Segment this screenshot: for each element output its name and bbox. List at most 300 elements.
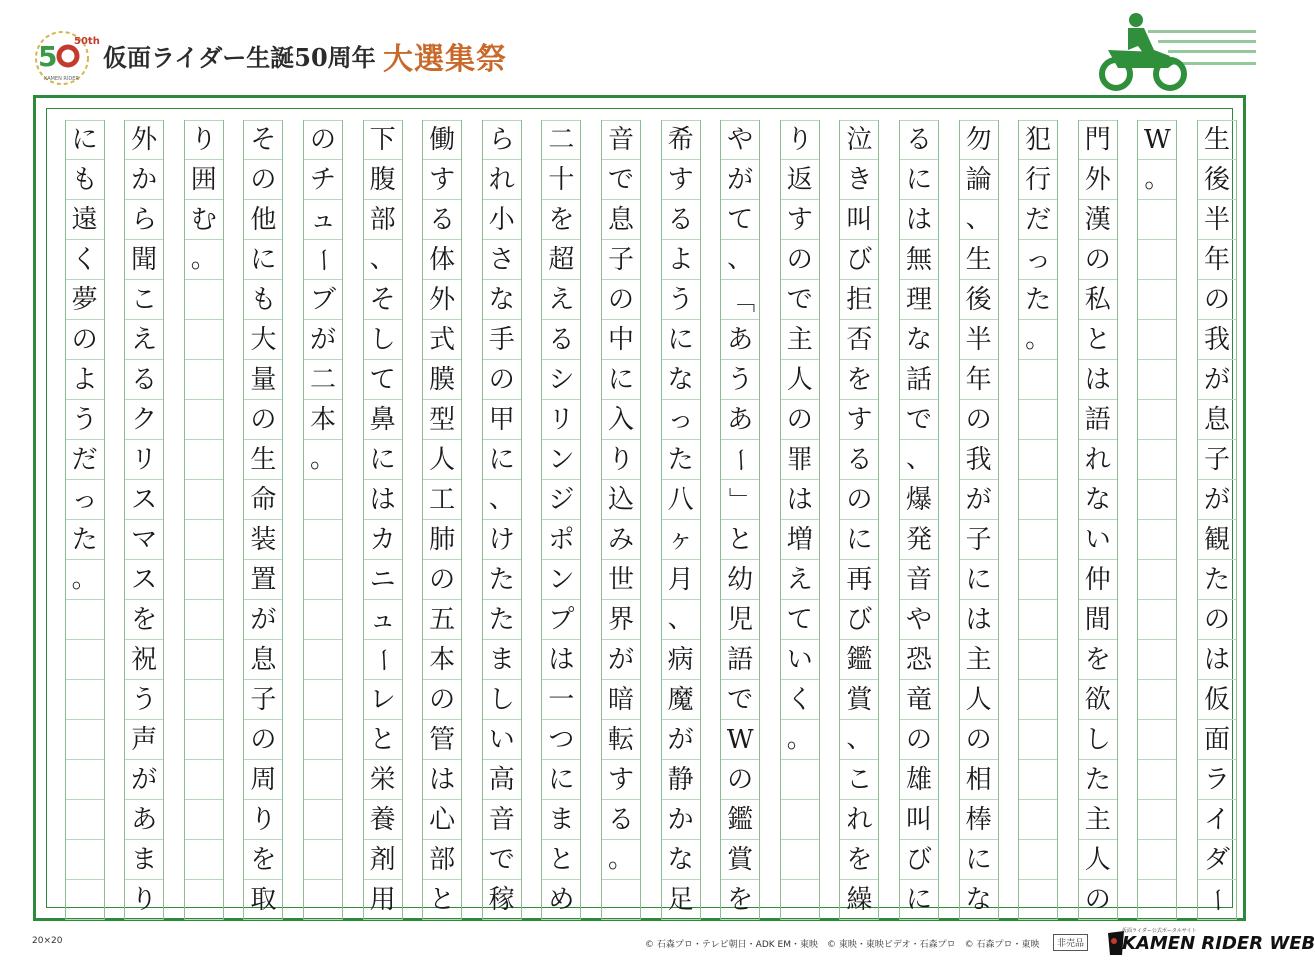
manuscript-column (1137, 120, 1177, 920)
manuscript-cell: 音 (483, 800, 521, 840)
manuscript-cell: も (66, 160, 104, 200)
manuscript-cell: 剤 (364, 840, 402, 880)
manuscript-cell: ニ (364, 560, 402, 600)
manuscript-cell: 手 (483, 320, 521, 360)
manuscript-cell: 装 (244, 520, 282, 560)
manuscript-cell: の (781, 240, 819, 280)
manuscript-cell (1138, 800, 1176, 840)
manuscript-cell (304, 880, 342, 920)
kamen-rider-web-logo (1106, 927, 1315, 957)
manuscript-cell: 音 (602, 120, 640, 160)
manuscript-cell: 。 (781, 720, 819, 760)
manuscript-cell: 罪 (781, 440, 819, 480)
manuscript-cell: 恐 (900, 640, 938, 680)
manuscript-column (541, 120, 581, 920)
manuscript-cell: も (244, 280, 282, 320)
manuscript-cell: が (244, 600, 282, 640)
manuscript-cell: 、 (721, 240, 759, 280)
manuscript-cell: 栄 (364, 760, 402, 800)
manuscript-cell: 小 (483, 200, 521, 240)
manuscript-cell: プ (542, 600, 580, 640)
manuscript-cell: 命 (244, 480, 282, 520)
manuscript-cell: の (960, 720, 998, 760)
manuscript-cell: 聞 (125, 240, 163, 280)
manuscript-cell: れ (1079, 440, 1117, 480)
manuscript-cell: チ (304, 160, 342, 200)
manuscript-cell (1138, 720, 1176, 760)
manuscript-cell: 声 (125, 720, 163, 760)
manuscript-cell (1019, 800, 1057, 840)
manuscript-cell: あ (721, 320, 759, 360)
manuscript-cell: と (1079, 320, 1117, 360)
manuscript-cell: る (423, 200, 461, 240)
manuscript-cell (781, 800, 819, 840)
manuscript-cell: ダ (1198, 840, 1236, 880)
manuscript-cell: 私 (1079, 280, 1117, 320)
manuscript-cell (66, 840, 104, 880)
manuscript-cell: 大 (244, 320, 282, 360)
manuscript-cell (1138, 520, 1176, 560)
manuscript-cell: 量 (244, 360, 282, 400)
manuscript-column (184, 120, 224, 920)
manuscript-cell: 欲 (1079, 680, 1117, 720)
manuscript-cell: み (602, 520, 640, 560)
manuscript-cell: は (900, 200, 938, 240)
grid-size-label: 20×20 (32, 936, 63, 946)
manuscript-cell: 人 (423, 440, 461, 480)
manuscript-cell: レ (364, 680, 402, 720)
manuscript-cell: れ (840, 800, 878, 840)
manuscript-cell: 泣 (840, 120, 878, 160)
manuscript-cell: 囲 (185, 160, 223, 200)
manuscript-cell: し (364, 320, 402, 360)
manuscript-cell (1138, 240, 1176, 280)
manuscript-cell: り (602, 440, 640, 480)
manuscript-cell (304, 520, 342, 560)
manuscript-cell: 部 (423, 840, 461, 880)
manuscript-cell: 部 (364, 200, 402, 240)
manuscript-cell: よ (662, 240, 700, 280)
manuscript-cell: 叫 (900, 800, 938, 840)
manuscript-cell: る (900, 120, 938, 160)
manuscript-cell: 働 (423, 120, 461, 160)
brand-caption: 仮面ライダー公式ポータルサイト (1122, 928, 1197, 934)
manuscript-cell: を (721, 880, 759, 920)
manuscript-cell: 爆 (900, 480, 938, 520)
manuscript-cell: の (304, 120, 342, 160)
manuscript-cell: か (662, 800, 700, 840)
manuscript-cell: の (1079, 240, 1117, 280)
manuscript-cell: す (662, 160, 700, 200)
manuscript-cell: 鑑 (721, 800, 759, 840)
manuscript-cell: た (1079, 760, 1117, 800)
manuscript-cell: 中 (602, 320, 640, 360)
manuscript-cell: 返 (781, 160, 819, 200)
manuscript-cell: ー (304, 240, 342, 280)
manuscript-cell (1138, 480, 1176, 520)
manuscript-cell: と (542, 840, 580, 880)
manuscript-cell: 生 (1198, 120, 1236, 160)
manuscript-cell: 腹 (364, 160, 402, 200)
manuscript-cell: の (423, 680, 461, 720)
manuscript-cell: 理 (900, 280, 938, 320)
manuscript-cell: は (364, 480, 402, 520)
manuscript-cell: 面 (1198, 720, 1236, 760)
manuscript-cell: え (542, 280, 580, 320)
manuscript-cell: 我 (960, 440, 998, 480)
page-subtitle: 大選集祭 (383, 42, 507, 77)
manuscript-cell (185, 720, 223, 760)
manuscript-cell: ュ (304, 200, 342, 240)
manuscript-cell: が (602, 640, 640, 680)
manuscript-cell: び (840, 600, 878, 640)
manuscript-cell: 魔 (662, 680, 700, 720)
manuscript-cell (185, 320, 223, 360)
manuscript-cell: 八 (662, 480, 700, 520)
manuscript-column (422, 120, 462, 920)
manuscript-cell (185, 760, 223, 800)
manuscript-cell (781, 760, 819, 800)
manuscript-cell: ま (542, 800, 580, 840)
manuscript-column (839, 120, 879, 920)
manuscript-cell: 。 (66, 560, 104, 600)
manuscript-cell: 勿 (960, 120, 998, 160)
manuscript-cell: し (483, 680, 521, 720)
manuscript-cell: 観 (1198, 520, 1236, 560)
manuscript-column (65, 120, 105, 920)
manuscript-cell: 人 (960, 680, 998, 720)
manuscript-cell (1138, 840, 1176, 880)
manuscript-cell: て (781, 600, 819, 640)
manuscript-cell: 養 (364, 800, 402, 840)
manuscript-cell (1138, 880, 1176, 920)
manuscript-cell: 用 (364, 880, 402, 920)
manuscript-cell: る (840, 440, 878, 480)
manuscript-cell: 。 (1019, 320, 1057, 360)
manuscript-cell (304, 640, 342, 680)
manuscript-cell (66, 600, 104, 640)
manuscript-column (959, 120, 999, 920)
manuscript-cell (1138, 320, 1176, 360)
manuscript-cell: っ (66, 480, 104, 520)
manuscript-cell: 鑑 (840, 640, 878, 680)
manuscript-cell: 周 (244, 760, 282, 800)
manuscript-cell (185, 840, 223, 880)
manuscript-cell: う (721, 360, 759, 400)
manuscript-cell: が (721, 160, 759, 200)
manuscript-cell: 稼 (483, 880, 521, 920)
motorcycle-rider-icon (1098, 10, 1258, 96)
manuscript-cell (185, 600, 223, 640)
manuscript-cell: 超 (542, 240, 580, 280)
manuscript-cell: を (840, 840, 878, 880)
manuscript-cell: ら (125, 200, 163, 240)
manuscript-cell: ブ (304, 280, 342, 320)
manuscript-cell (304, 840, 342, 880)
manuscript-cell: で (483, 840, 521, 880)
manuscript-cell: に (244, 240, 282, 280)
manuscript-cell (1019, 760, 1057, 800)
manuscript-cell: 仮 (1198, 680, 1236, 720)
manuscript-cell (66, 880, 104, 920)
manuscript-cell: を (244, 840, 282, 880)
manuscript-cell (185, 480, 223, 520)
manuscript-cell: シ (542, 360, 580, 400)
manuscript-cell: 相 (960, 760, 998, 800)
manuscript-cell (1019, 440, 1057, 480)
manuscript-cell: に (602, 360, 640, 400)
manuscript-cell (304, 480, 342, 520)
manuscript-cell: 病 (662, 640, 700, 680)
manuscript-cell: く (781, 680, 819, 720)
manuscript-cell: 外 (423, 280, 461, 320)
manuscript-cell (304, 800, 342, 840)
manuscript-cell: そ (364, 280, 402, 320)
manuscript-cell: 月 (662, 560, 700, 600)
manuscript-cell: う (662, 280, 700, 320)
manuscript-cell: の (66, 320, 104, 360)
manuscript-cell: ま (125, 840, 163, 880)
manuscript-cell: 賞 (721, 840, 759, 880)
manuscript-cell: 他 (244, 200, 282, 240)
manuscript-cell: に (364, 440, 402, 480)
manuscript-cell: り (781, 120, 819, 160)
manuscript-cell: だ (1019, 200, 1057, 240)
manuscript-cell: を (542, 200, 580, 240)
manuscript-cell: が (1198, 360, 1236, 400)
manuscript-cell: 体 (423, 240, 461, 280)
manuscript-cell (66, 720, 104, 760)
manuscript-cell: を (1079, 640, 1117, 680)
manuscript-cell: す (602, 760, 640, 800)
manuscript-cell: 竜 (900, 680, 938, 720)
manuscript-column (601, 120, 641, 920)
manuscript-cell: ジ (542, 480, 580, 520)
manuscript-cell: の (602, 280, 640, 320)
manuscript-cell: 、 (900, 440, 938, 480)
manuscript-cell: 」 (721, 480, 759, 520)
manuscript-cell (185, 680, 223, 720)
manuscript-cell: た (483, 600, 521, 640)
manuscript-cell: 子 (960, 520, 998, 560)
manuscript-cell: ー (1198, 880, 1236, 920)
manuscript-cell (66, 680, 104, 720)
manuscript-cell: 甲 (483, 400, 521, 440)
manuscript-cell (1138, 640, 1176, 680)
manuscript-cell: 本 (304, 400, 342, 440)
manuscript-cell: に (960, 840, 998, 880)
manuscript-cell: ス (125, 480, 163, 520)
manuscript-cell: な (662, 360, 700, 400)
manuscript-cell: 仲 (1079, 560, 1117, 600)
manuscript-cell: り (185, 120, 223, 160)
manuscript-cell: ヶ (662, 520, 700, 560)
manuscript-cell: 膜 (423, 360, 461, 400)
manuscript-cell: ま (483, 640, 521, 680)
manuscript-cell: ら (483, 120, 521, 160)
manuscript-cell: ー (721, 440, 759, 480)
manuscript-cell (1019, 640, 1057, 680)
manuscript-cell (781, 840, 819, 880)
manuscript-cell (185, 800, 223, 840)
manuscript-cell: は (1079, 360, 1117, 400)
manuscript-cell: 。 (185, 240, 223, 280)
manuscript-cell: す (423, 160, 461, 200)
manuscript-cell: の (244, 160, 282, 200)
manuscript-cell: う (66, 400, 104, 440)
manuscript-cell: る (602, 800, 640, 840)
manuscript-cell: 語 (1079, 400, 1117, 440)
manuscript-cell (1019, 480, 1057, 520)
manuscript-cell: い (1079, 520, 1117, 560)
manuscript-cell (304, 560, 342, 600)
manuscript-cell: が (1198, 480, 1236, 520)
manuscript-cell: を (125, 600, 163, 640)
manuscript-cell: め (542, 880, 580, 920)
manuscript-cell: 拒 (840, 280, 878, 320)
manuscript-cell: は (781, 480, 819, 520)
manuscript-cell (185, 640, 223, 680)
manuscript-cell: こ (840, 760, 878, 800)
manuscript-cell (185, 560, 223, 600)
manuscript-cell: 生 (244, 440, 282, 480)
manuscript-cell: が (125, 760, 163, 800)
manuscript-cell: で (900, 400, 938, 440)
manuscript-cell: く (66, 240, 104, 280)
page-header (0, 0, 1280, 92)
manuscript-cell (304, 680, 342, 720)
manuscript-cell: 。 (1138, 160, 1176, 200)
manuscript-cell: に (483, 440, 521, 480)
manuscript-cell: 人 (1079, 840, 1117, 880)
manuscript-cell: か (125, 160, 163, 200)
manuscript-cell: に (960, 560, 998, 600)
manuscript-cell: 語 (721, 640, 759, 680)
manuscript-cell (304, 600, 342, 640)
manuscript-cell: 置 (244, 560, 282, 600)
manuscript-frame (33, 95, 1246, 921)
manuscript-cell: 入 (602, 400, 640, 440)
manuscript-cell: 管 (423, 720, 461, 760)
manuscript-column (1018, 120, 1058, 920)
manuscript-cell (1138, 680, 1176, 720)
manuscript-cell: 二 (304, 360, 342, 400)
svg-text:5: 5 (38, 40, 58, 73)
manuscript-cell: 外 (125, 120, 163, 160)
manuscript-cell: に (66, 120, 104, 160)
manuscript-column (780, 120, 820, 920)
manuscript-cell: な (900, 320, 938, 360)
manuscript-cell: 息 (1198, 400, 1236, 440)
manuscript-cell: 子 (602, 240, 640, 280)
manuscript-cell: 発 (900, 520, 938, 560)
manuscript-cell: し (1079, 720, 1117, 760)
manuscript-cell: 幼 (721, 560, 759, 600)
manuscript-cell: む (185, 200, 223, 240)
manuscript-cell: で (781, 280, 819, 320)
manuscript-cell: を (840, 360, 878, 400)
manuscript-column (1078, 120, 1118, 920)
manuscript-cell (1138, 280, 1176, 320)
manuscript-cell: 間 (1079, 600, 1117, 640)
manuscript-cell (1138, 760, 1176, 800)
manuscript-cell: 賞 (840, 680, 878, 720)
manuscript-cell: ク (125, 400, 163, 440)
manuscript-cell (602, 880, 640, 920)
manuscript-cell: い (483, 720, 521, 760)
manuscript-cell: 取 (244, 880, 282, 920)
manuscript-cell: あ (125, 800, 163, 840)
manuscript-cell: 「 (721, 280, 759, 320)
manuscript-cell: い (781, 640, 819, 680)
manuscript-cell: で (721, 680, 759, 720)
manuscript-cell: 増 (781, 520, 819, 560)
manuscript-cell: 漢 (1079, 200, 1117, 240)
manuscript-cell: て (364, 360, 402, 400)
manuscript-cell: 肺 (423, 520, 461, 560)
manuscript-cell: リ (125, 440, 163, 480)
manuscript-cell: の (840, 480, 878, 520)
manuscript-cell: 雄 (900, 760, 938, 800)
manuscript-cell: に (662, 320, 700, 360)
manuscript-cell: 界 (602, 600, 640, 640)
manuscript-cell: た (66, 520, 104, 560)
brand-name: KAMEN RIDER WEB (1122, 933, 1315, 954)
manuscript-cell: 再 (840, 560, 878, 600)
manuscript-cell: や (900, 600, 938, 640)
manuscript-cell (66, 800, 104, 840)
manuscript-cell: 、 (840, 720, 878, 760)
manuscript-column (482, 120, 522, 920)
manuscript-cell: び (840, 240, 878, 280)
manuscript-cell: り (244, 800, 282, 840)
manuscript-column (243, 120, 283, 920)
50th-anniversary-logo (30, 24, 100, 88)
manuscript-cell (66, 760, 104, 800)
manuscript-cell: た (1198, 560, 1236, 600)
manuscript-cell: と (364, 720, 402, 760)
manuscript-column (899, 120, 939, 920)
manuscript-cell: 児 (721, 600, 759, 640)
manuscript-cell: 息 (602, 200, 640, 240)
manuscript-cell: た (662, 440, 700, 480)
manuscript-cell: 犯 (1019, 120, 1057, 160)
svg-text:50th: 50th (74, 36, 100, 47)
manuscript-cell: の (1079, 880, 1117, 920)
manuscript-cell: 否 (840, 320, 878, 360)
manuscript-cell: カ (364, 520, 402, 560)
manuscript-column (661, 120, 701, 920)
not-for-sale-badge: 非売品 (1053, 934, 1088, 951)
svg-text:KAMEN RIDER: KAMEN RIDER (44, 76, 79, 82)
copyright-notice: © 石森プロ・テレビ朝日・ADK EM・東映 © 東映・東映ビデオ・石森プロ © 石森プロ・東映 (645, 940, 1040, 950)
manuscript-cell: 子 (1198, 440, 1236, 480)
manuscript-column (363, 120, 403, 920)
manuscript-cell: 年 (1198, 240, 1236, 280)
manuscript-cell: 主 (781, 320, 819, 360)
manuscript-cell: 。 (304, 440, 342, 480)
manuscript-cell (1019, 720, 1057, 760)
manuscript-cell (1138, 360, 1176, 400)
manuscript-cell: び (900, 840, 938, 880)
manuscript-cell: 無 (900, 240, 938, 280)
manuscript-cell: W (1138, 120, 1176, 160)
manuscript-cell: 人 (781, 360, 819, 400)
manuscript-cell: 祝 (125, 640, 163, 680)
manuscript-cell: 行 (1019, 160, 1057, 200)
manuscript-cell: だ (66, 440, 104, 480)
manuscript-cell: に (542, 760, 580, 800)
